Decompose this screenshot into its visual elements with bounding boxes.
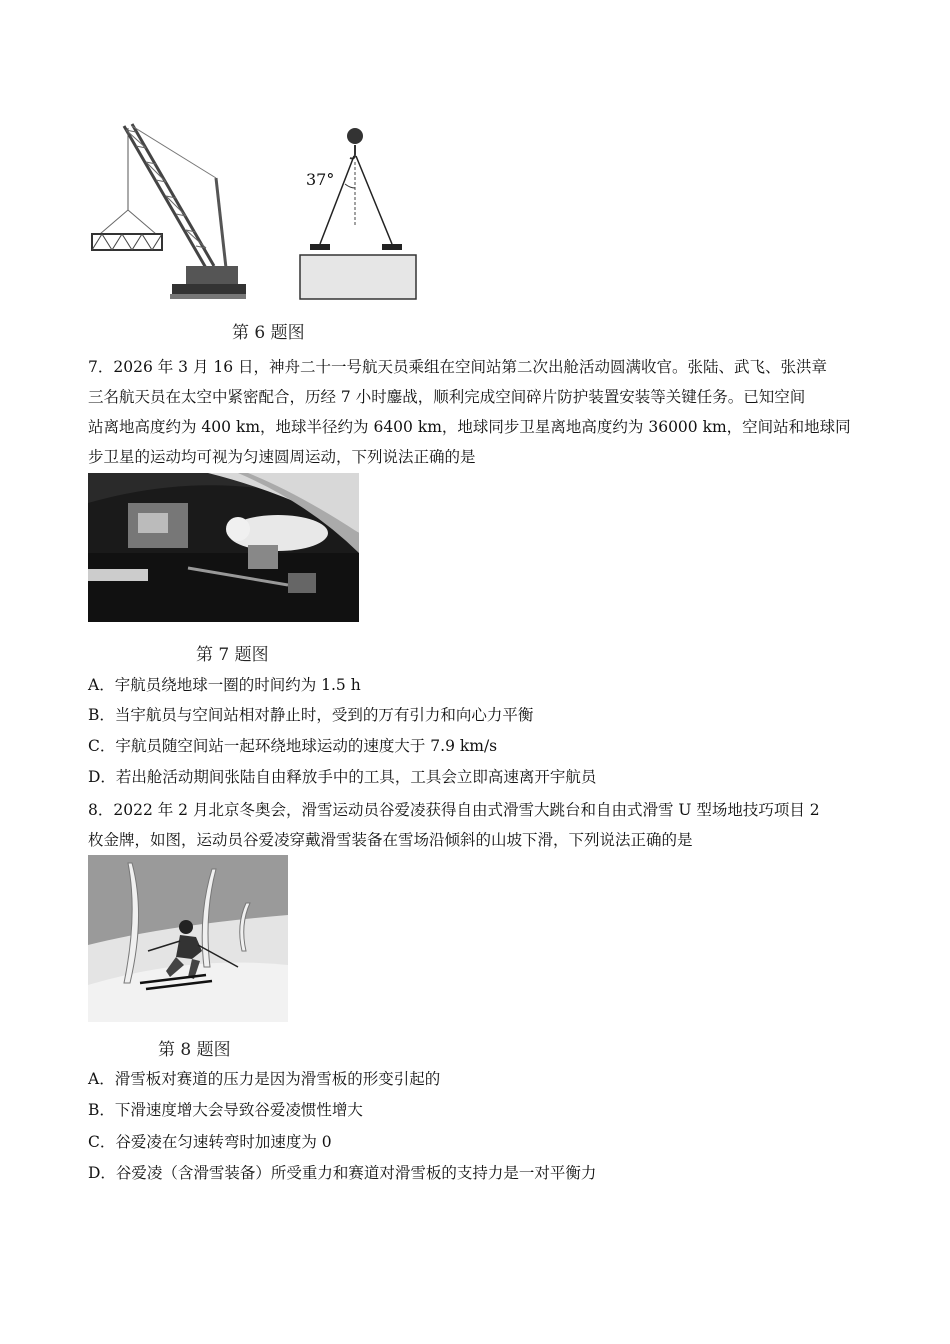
figure-caption-7: 第 7 题图 (196, 645, 269, 665)
figure-caption-6: 第 6 题图 (232, 323, 305, 343)
pulley-icon (347, 128, 363, 144)
question-7-line: 站离地高度约为 400 km，地球半径约为 6400 km，地球同步卫星离地高度约为 36000 km，空间站和地球同 (88, 418, 851, 436)
question-7-line: 三名航天员在太空中紧密配合，历经 7 小时鏖战，顺利完成空间碎片防护装置安装等关键任务。已知空间 (88, 388, 806, 406)
crane-photo (86, 118, 246, 303)
question-8-line: 8．2022 年 2 月北京冬奥会，滑雪运动员谷爱凌获得自由式滑雪大跳台和自由式滑雪 U 型场地技巧项目 2 (88, 801, 820, 819)
question-7-option-c: C．宇航员随空间站一起环绕地球运动的速度大于 7.9 km/s (88, 737, 498, 755)
question-8-option-c: C．谷爱凌在匀速转弯时加速度为 0 (88, 1133, 332, 1151)
question-8-option-a: A．滑雪板对赛道的压力是因为滑雪板的形变引起的 (88, 1070, 441, 1088)
question-8-stem (88, 795, 863, 855)
question-8-option-b: B．下滑速度增大会导致谷爱凌惯性增大 (88, 1101, 363, 1119)
angle-label: 37° (306, 170, 335, 189)
sling-diagram (296, 118, 426, 304)
spacewalk-photo (88, 473, 359, 622)
skier-photo (88, 855, 288, 1022)
question-7-option-a: A．宇航员绕地球一圈的时间约为 1.5 h (88, 676, 361, 694)
question-7-line: 步卫星的运动均可视为匀速圆周运动，下列说法正确的是 (88, 448, 476, 466)
question-8-line: 枚金牌，如图，运动员谷爱凌穿戴滑雪装备在雪场沿倾斜的山坡下滑，下列说法正确的是 (88, 831, 693, 849)
question-7-option-d: D．若出舱活动期间张陆自由释放手中的工具，工具会立即高速离开宇航员 (88, 768, 597, 786)
question-7-line: 7．2026 年 3 月 16 日，神舟二十一号航天员乘组在空间站第二次出舱活动圆满收官。张陆、武飞、张洪章 (88, 358, 828, 376)
question-7-option-b: B．当宇航员与空间站相对静止时，受到的万有引力和向心力平衡 (88, 706, 534, 724)
question-8-option-d: D．谷爱凌（含滑雪装备）所受重力和赛道对滑雪板的支持力是一对平衡力 (88, 1164, 597, 1182)
figure-caption-8: 第 8 题图 (158, 1040, 231, 1060)
question-7-stem (88, 352, 863, 472)
